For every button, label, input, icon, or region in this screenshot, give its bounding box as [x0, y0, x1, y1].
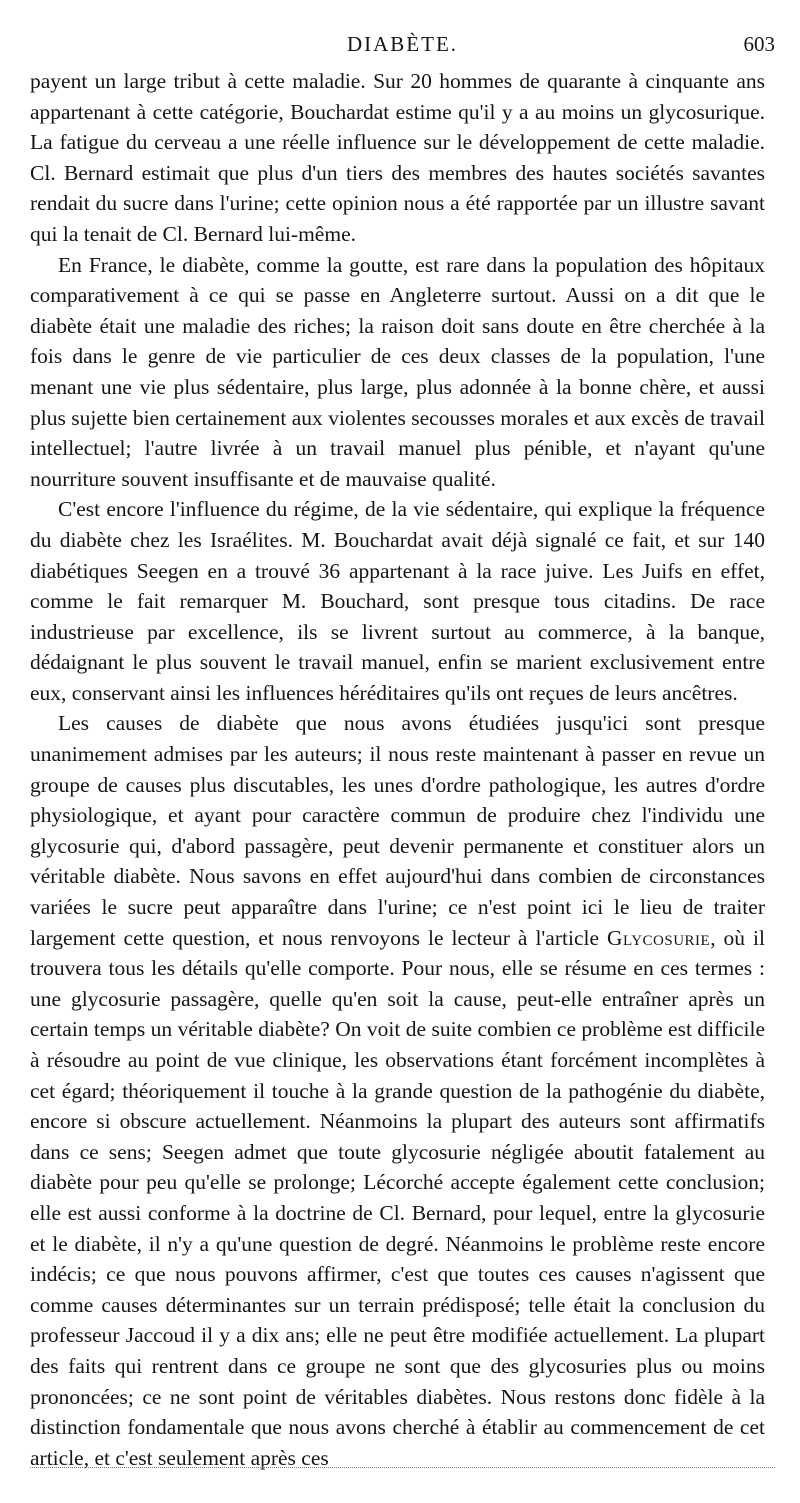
page-number: 603	[743, 32, 775, 56]
article-reference-glycosurie: Glycosurie	[607, 925, 711, 950]
footer-dotted-rule	[30, 1467, 775, 1468]
paragraph-israelites: C'est encore l'influence du régime, de la vie sédentaire, qui explique la fréquence du diabète chez les Israélites. M. Bouchardat avait déjà signalé ce fait, et sur 140 diabétiques Seegen en a trouvé 36 appartenant à la race juive. Les Juifs en effet, comme le fait remarquer M. Bouchard, sont presque tous citadins. De race industrieuse par excellence, ils se livrent surtout au commerce, à la banque, dédaignant le plus souvent le travail manuel, enfin se marient exclusivement entre eux, conservant ainsi les influences héréditaires qu'ils ont reçues de leurs ancêtres.	[30, 497, 765, 705]
paragraph-text-before: Les causes de diabète que nous avons étudiées jusqu'ici sont presque unanimement admises par les auteurs; il nous reste maintenant à passer en revue un groupe de causes plus discutables, les unes d'ordre pathologique, les autres d'ordre physiologique, et ayant pour caractère commun de produire chez l'individu une glycosurie qui, d'abord passagère, peut devenir permanente et constituer alors un véritable diabète. Nous savons en effet aujourd'hui dans combien de circonstances variées le sucre peut apparaître dans l'urine; ce n'est point ici le lieu de traiter largement cette question, et nous renvoyons le lecteur à l'article	[30, 711, 765, 950]
running-title: DIABÈTE.	[346, 32, 459, 56]
paragraph-france-hospitals: En France, le diabète, comme la goutte, est rare dans la population des hôpitaux comparativement à ce qui se passe en Angleterre surtout. Aussi on a dit que le diabète était une maladie des riches; la raison doit sans doute en être cherchée à la fois dans le genre de vie particulier de ces deux classes de la population, l'une menant une vie plus sédentaire, plus large, plus adonnée à la bonne chère, et aussi plus sujette bien certainement aux violentes secousses morales et aux excès de travail intellectuel; l'autre livrée à un travail manuel plus pénible, et n'ayant qu'une nourriture souvent insuffisante et de mauvaise qualité.	[30, 252, 765, 491]
paragraph-causes-glycosurie	[30, 708, 765, 1473]
paragraph-text-after: , où il trouvera tous les détails qu'elle comporte. Pour nous, elle se résume en ces termes : une glycosurie passagère, quelle qu'en soit la cause, peut-elle entraîner après un certain temps un véritable diabète? On voit de suite combien ce problème est difficile à résoudre au point de vue clinique, les observations étant forcément incomplètes à cet égard; théoriquement il touche à la grande question de la pathogénie du diabète, encore si obscure actuellement. Néanmoins la plupart des auteurs sont affirmatifs dans ce sens; Seegen admet que toute glycosurie négligée aboutit fatalement au diabète pour peu qu'elle se prolonge; Lécorché accepte également cette conclusion; elle est aussi conforme à la doctrine de Cl. Bernard, pour lequel, entre la glycosurie et le diabète, il n'y a qu'une question de degré. Néanmoins le problème reste encore indécis; ce que nous pouvons affirmer, c'est que toutes ces causes n'agissent que comme causes déterminantes sur un terrain prédisposé; telle était la conclusion du professeur Jaccoud il y a dix ans; elle ne peut être modifiée actuellement. La plupart des faits qui rentrent dans ce groupe ne sont que des glycosuries plus ou moins prononcées; ce ne sont point de véritables diabètes. Nous restons donc fidèle à la distinction fondamentale que nous avons cherché à établir au commencement de cet article, et c'est seulement après ces	[30, 925, 765, 1470]
running-head	[30, 32, 775, 62]
paragraph-continued: payent un large tribut à cette maladie. Sur 20 hommes de quarante à cinquante ans appartenant à cette catégorie, Bouchardat estime qu'il y a au moins un glycosurique. La fatigue du cerveau a une réelle influence sur le développement de cette maladie. Cl. Bernard estimait que plus d'un tiers des membres des hautes sociétés savantes rendait du sucre dans l'urine; cette opinion nous a été rapportée par un illustre savant qui la tenait de Cl. Bernard lui-même.	[30, 69, 765, 246]
body-text	[30, 66, 765, 1473]
